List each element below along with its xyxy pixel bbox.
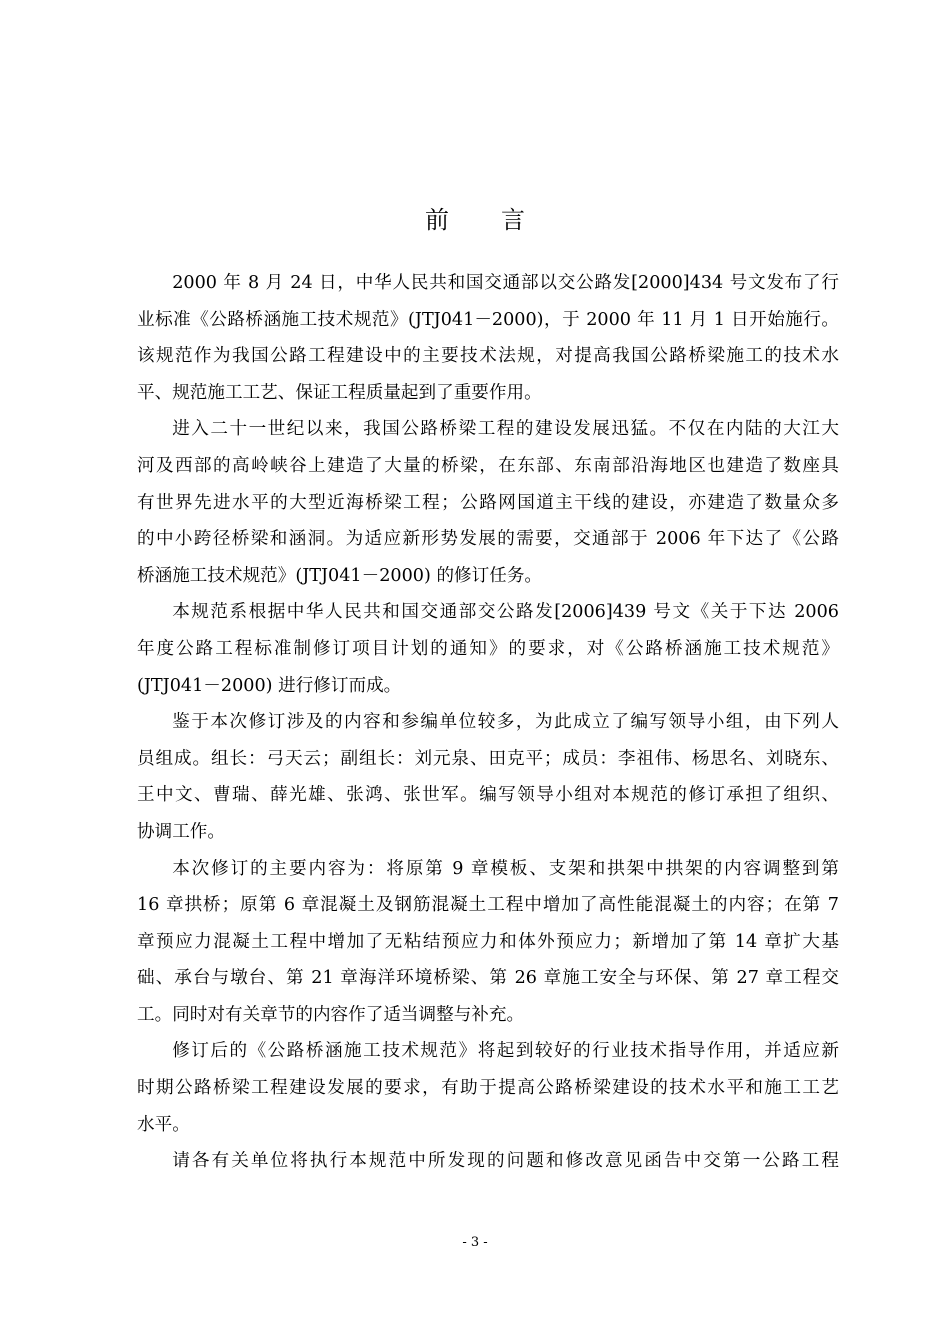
paragraph-line: 桥涵施工技术规范》(JTJ041－2000) 的修订任务。 [137,565,543,586]
paragraph-4 [137,704,839,850]
paragraph-2 [137,411,839,594]
paragraph-line: 王中文、曹瑞、薛光雄、张鸿、张世军。编写领导小组对本规范的修订承担了组织、 [137,785,839,806]
paragraph-line: 有世界先进水平的大型近海桥梁工程；公路网国道主干线的建设，亦建造了数量众多 [137,492,839,513]
paragraph-line: 平、规范施工工艺、保证工程质量起到了重要作用。 [137,382,542,403]
paragraph-line: 协调工作。 [137,821,225,842]
paragraph-6 [137,1033,839,1143]
paragraph-line: 水平。 [137,1114,190,1135]
paragraph-line: 请各有关单位将执行本规范中所发现的问题和修改意见函告中交第一公路工程 [172,1151,839,1172]
paragraph-line: 2000 年 8 月 24 日，中华人民共和国交通部以交公路发[2000]434 号文发布了行 [172,273,839,293]
paragraph-line: 本次修订的主要内容为：将原第 9 章模板、支架和拱架中拱架的内容调整到第 [172,858,839,879]
paragraph-line: 业标准《公路桥涵施工技术规范》(JTJ041－2000)，于 2000 年 11 月 1 日开始施行。 [137,309,839,330]
paragraph-line: 修订后的《公路桥涵施工技术规范》将起到较好的行业技术指导作用，并适应新 [172,1041,839,1062]
paragraph-line: 河及西部的高岭峡谷上建造了大量的桥梁，在东部、东南部沿海地区也建造了数座具 [137,455,839,476]
preface-body [137,265,839,1180]
paragraph-line: 16 章拱桥；原第 6 章混凝土及钢筋混凝土工程中增加了高性能混凝土的内容；在第 7 [137,895,839,916]
page-title-first-char: 前 [425,206,449,234]
paragraph-line: 本规范系根据中华人民共和国交通部交公路发[2006]439 号文《关于下达 2006 [172,602,839,623]
page-title-second-char: 言 [501,206,525,234]
paragraph-line: (JTJ041－2000) 进行修订而成。 [137,675,402,696]
paragraph-line: 员组成。组长：弓天云；副组长：刘元泉、田克平；成员：李祖伟、杨思名、刘晓东、 [137,748,839,769]
paragraph-line: 础、承台与墩台、第 21 章海洋环境桥梁、第 26 章施工安全与环保、第 27 章工程交 [137,968,839,989]
paragraph-line: 进入二十一世纪以来，我国公路桥梁工程的建设发展迅猛。不仅在内陆的大江大 [172,419,839,440]
page-number: - 3 - [462,1235,488,1250]
paragraph-1 [137,265,839,411]
paragraph-line: 该规范作为我国公路工程建设中的主要技术法规，对提高我国公路桥梁施工的技术水 [137,346,839,367]
paragraph-line: 工。同时对有关章节的内容作了适当调整与补充。 [137,1004,525,1025]
paragraph-7 [137,1143,839,1180]
paragraph-line: 的中小跨径桥梁和涵洞。为适应新形势发展的需要，交通部于 2006 年下达了《公路 [137,529,839,550]
page-title [0,202,950,238]
paragraph-line: 时期公路桥梁工程建设发展的要求，有助于提高公路桥梁建设的技术水平和施工工艺 [137,1078,839,1099]
paragraph-line: 章预应力混凝土工程中增加了无粘结预应力和体外预应力；新增加了第 14 章扩大基 [137,931,839,952]
paragraph-3 [137,594,839,704]
paragraph-line: 鉴于本次修订涉及的内容和参编单位较多，为此成立了编写领导小组，由下列人 [172,712,839,733]
paragraph-line: 年度公路工程标准制修订项目计划的通知》的要求，对《公路桥涵施工技术规范》 [137,638,839,659]
paragraph-5 [137,851,839,1034]
